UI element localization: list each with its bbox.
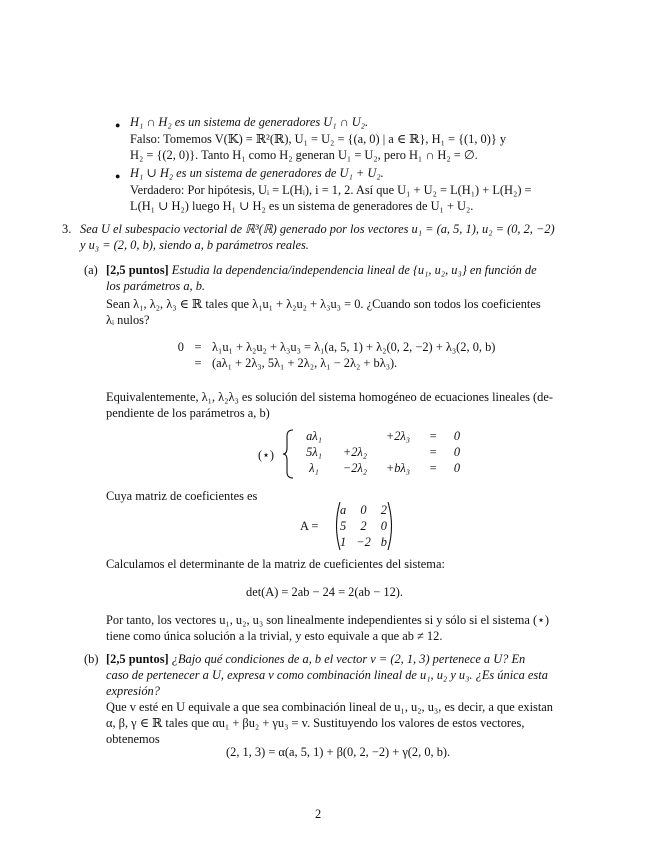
part-b-equation: (2, 1, 3) = α(a, 5, 1) + β(0, 2, −2) + γ(2, 0, b).	[226, 745, 451, 759]
system-star-label: (⋆)	[258, 448, 275, 462]
matrix-label: A =	[300, 519, 319, 533]
eq-lhs: 0	[177, 340, 184, 354]
part-a-question: Estudia la dependencia/independencia lineal de {u₁, u₂, u₃} en función de	[168, 263, 537, 277]
matrix-row: a 0 2	[340, 503, 387, 517]
equation-block	[168, 339, 497, 371]
part-b-points: [2,5 puntos]	[106, 652, 169, 666]
part-b-para-line1: Que v esté en U equivale a que sea combinación lineal de u₁, u₂, u₃, es decir, a que existan	[106, 700, 554, 714]
coefficient-matrix	[335, 502, 392, 550]
part-a-question-line2: los parámetros a, b.	[106, 279, 206, 293]
part-a-question-line1	[106, 262, 537, 278]
part-a-para3: Cuya matriz de coeficientes es	[106, 489, 258, 503]
right-paren-icon	[386, 500, 396, 552]
page-number: 2	[315, 807, 322, 821]
part-b-para-line3: obtenemos	[106, 732, 160, 746]
bullet2-line2: L(H₁ ∪ H₂) luego H₁ ∪ H₂ es un sistema de generadores de U₁ + U₂.	[130, 199, 474, 213]
problem3-line1: Sea U el subespacio vectorial de ℝ³(ℝ) generado por los vectores u₁ = (a, 5, 1), u₂ = (0, 2, −2)	[80, 222, 555, 236]
part-b-question: ¿Bajo qué condiciones de a, b el vector v = (2, 1, 3) pertenece a U? En	[168, 652, 526, 666]
part-a-conclusion-line2: tiene como única solución a la trivial, y esto equivale a que ab ≠ 12.	[106, 629, 443, 643]
part-b-question-line2: caso de pertenecer a U, expresa v como combinación lineal de u₁, u₂ y u₃. ¿Es única esta	[106, 668, 548, 682]
part-b-question-line1	[106, 651, 525, 667]
matrix-row: 5 2 0	[340, 519, 387, 533]
part-a-para1-line2: λᵢ nulos?	[106, 313, 150, 327]
bullet1-line2: H₂ = {(2, 0)}. Tanto H₁ como H₂ generan U₁ = U₂, pero H₁ ∩ H₂ = ∅.	[130, 148, 478, 162]
matrix-row: 1 −2 b	[340, 535, 387, 549]
system-row: λ₁ −2λ₂ +bλ₃ = 0	[309, 461, 461, 475]
part-a-para2-line2: pendiente de los parámetros a, b)	[106, 406, 270, 420]
bullet2-heading: H₁ ∪ H₂ es un sistema de generadores de U₁ + U₂.	[130, 166, 384, 180]
problem3-line2: y u₃ = (2, 0, b), siendo a, b parámetros reales.	[80, 238, 309, 252]
determinant-equation: det(A) = 2ab − 24 = 2(ab − 12).	[246, 585, 403, 599]
part-a-conclusion-line1: Por tanto, los vectores u₁, u₂, u₃ son linealmente independientes si y sólo si el sistema (⋆)	[106, 613, 549, 627]
part-a-points: [2,5 puntos]	[106, 263, 169, 277]
system-row: 5λ₁ +2λ₂ = 0	[306, 445, 461, 459]
bullet-marker: ●	[115, 171, 121, 181]
part-a-para4: Calculamos el determinante de la matriz de cueficientes del sistema:	[106, 557, 445, 571]
part-a-para2-line1: Equivalentemente, λ₁, λ₂λ₃ es solución del sistema homogéneo de ecuaciones lineales (de-	[106, 390, 553, 404]
part-a-label: (a)	[84, 263, 98, 277]
linear-system	[294, 428, 468, 476]
eq-line2: (aλ₁ + 2λ₃, 5λ₁ + 2λ₂, λ₁ − 2λ₂ + bλ₃).	[212, 356, 398, 370]
part-b-label: (b)	[84, 652, 99, 666]
part-b-question-line3: expresión?	[106, 684, 160, 698]
system-row: aλ₁ +2λ₃ = 0	[306, 429, 461, 443]
part-a-para1-line1: Sean λ₁, λ₂, λ₃ ∈ ℝ tales que λ₁u₁ + λ₂u₂ + λ₃u₃ = 0. ¿Cuando son todos los coeficientes	[106, 297, 541, 311]
bullet2-line1: Verdadero: Por hipótesis, Uᵢ = L(Hᵢ), i = 1, 2. Así que U₁ + U₂ = L(H₁) + L(H₂) =	[130, 183, 532, 197]
bullet1-heading: H₁ ∩ H₂ es un sistema de generadores U₁ ∩ U₂.	[130, 115, 369, 129]
bullet-marker: ●	[115, 120, 121, 130]
problem-number: 3.	[62, 222, 72, 236]
eq-sign: =	[194, 340, 202, 354]
eq-sign: =	[194, 356, 202, 370]
eq-line1: λ₁u₁ + λ₂u₂ + λ₃u₃ = λ₁(a, 5, 1) + λ₂(0, 2, −2) + λ₃(2, 0, b)	[212, 340, 496, 354]
part-b-para-line2: α, β, γ ∈ ℝ tales que αu₁ + βu₂ + γu₃ = v. Sustituyendo los valores de estos vectores,	[106, 716, 525, 730]
bullet1-line1: Falso: Tomemos V(𝕂) = ℝ²(ℝ), U₁ = U₂ = {(a, 0) | a ∈ ℝ}, H₁ = {(1, 0)} y	[130, 132, 507, 146]
